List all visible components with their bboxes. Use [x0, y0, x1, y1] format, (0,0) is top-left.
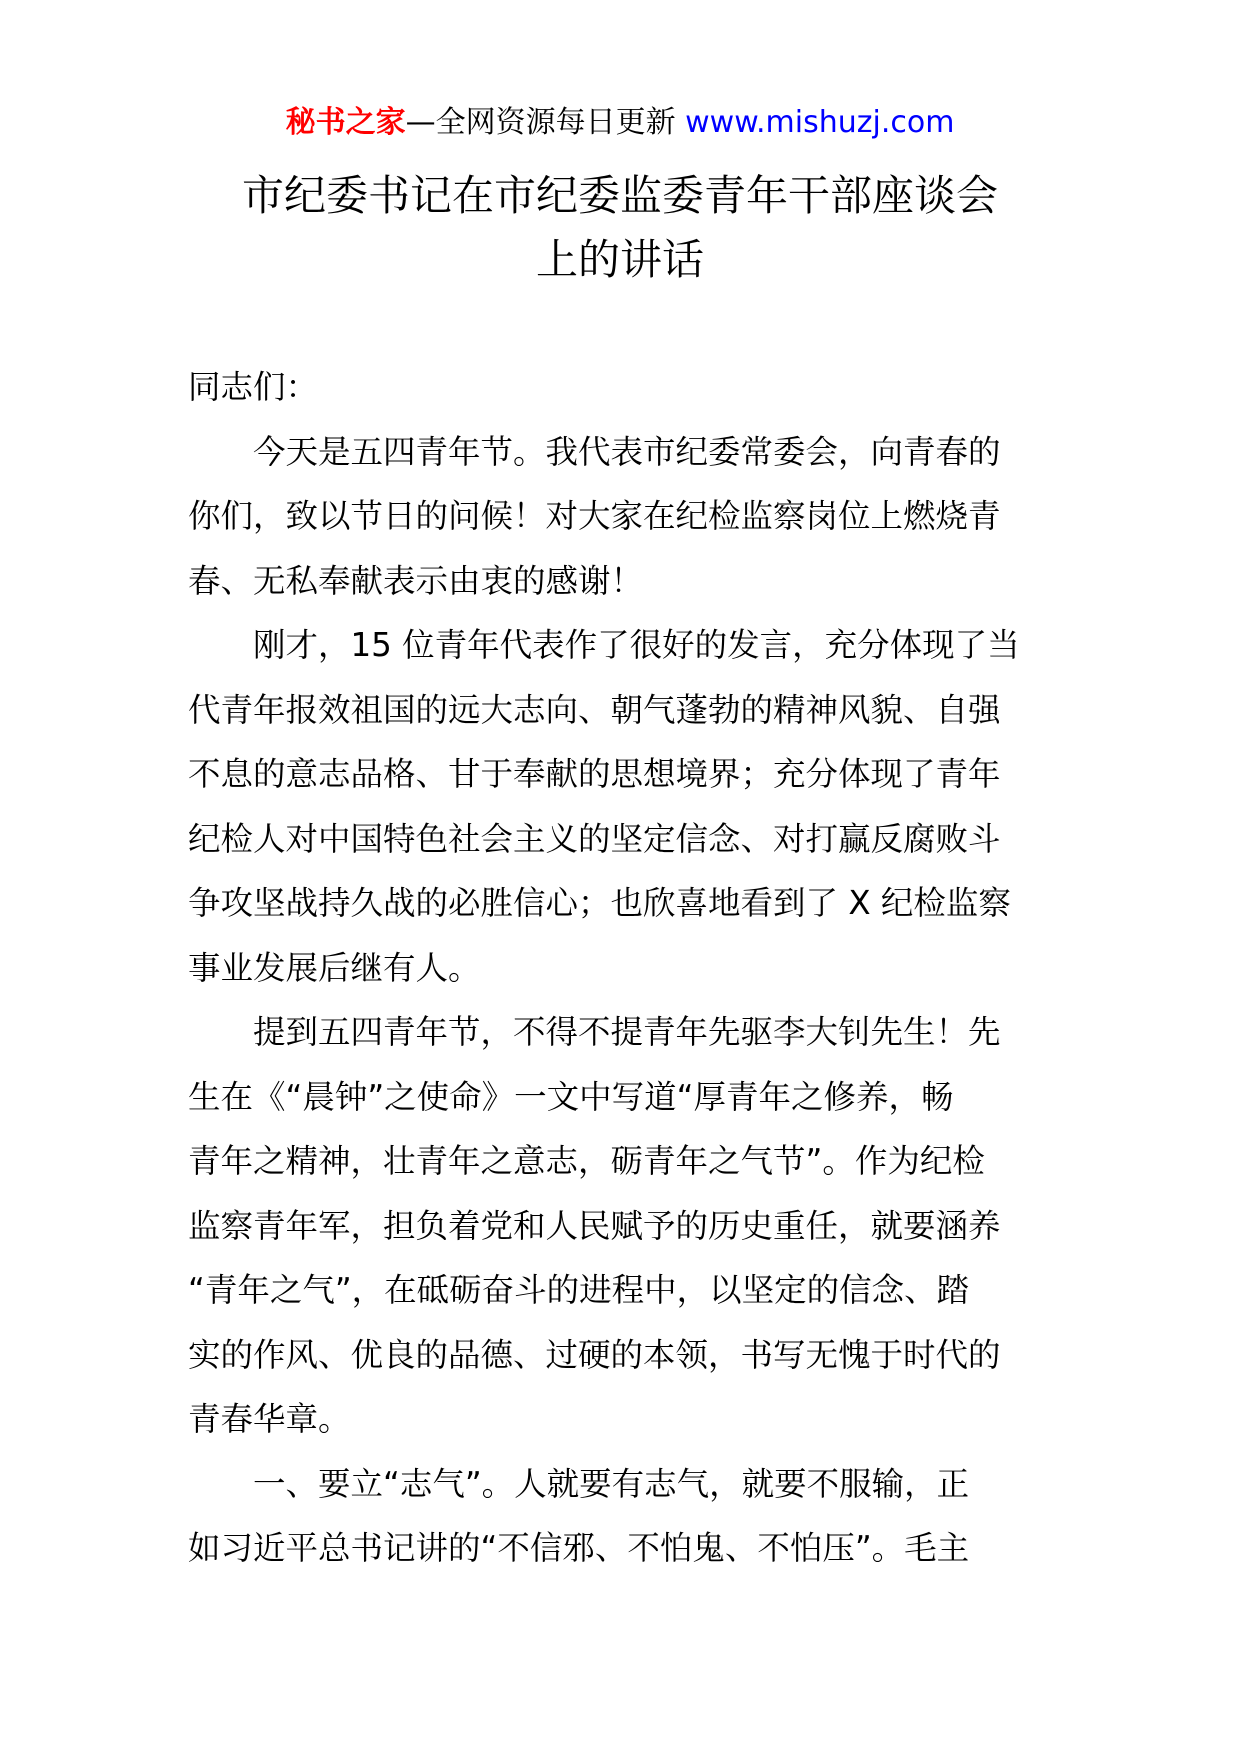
paragraph-line: 事业发展后继有人。	[188, 948, 481, 987]
paragraph-line: 青春华章。	[188, 1400, 351, 1438]
paragraph-line: 生在《“晨钟”之使命》一文中写道“厚青年之修养，畅	[188, 1077, 954, 1116]
salutation: 同志们：	[188, 368, 319, 406]
paragraph-line: 提到五四青年节，不得不提青年先驱李大钊先生！先	[253, 1013, 1001, 1051]
section-heading-line: 一、要立“志气”。人就要有志气，就要不服输，正	[253, 1464, 970, 1503]
paragraph-line: “青年之气”，在砥砺奋斗的进程中，以坚定的信念、踏	[188, 1271, 970, 1309]
paragraph-line: 实的作风、优良的品德、过硬的本领，书写无愧于时代的	[188, 1335, 1001, 1374]
paragraph-line: 青年之精神，壮青年之意志，砺青年之气节”。作为纪检	[188, 1142, 985, 1180]
document-title	[150, 164, 1090, 292]
paragraph-line: 监察青年军，担负着党和人民赋予的历史重任，就要涵养	[188, 1206, 1001, 1245]
document-body	[188, 355, 1068, 1581]
paragraph-line: 争攻坚战持久战的必胜信心；也欣喜地看到了 X 纪检监察	[188, 884, 1011, 922]
paragraph-line: 今天是五四青年节。我代表市纪委常委会，向青春的	[253, 432, 1001, 471]
paragraph-line: 不息的意志品格、甘于奉献的思想境界；充分体现了青年	[188, 755, 1001, 793]
site-header	[0, 98, 1240, 148]
title-line: 上的讲话	[535, 235, 704, 284]
header-tagline: —全网资源每日更新	[405, 105, 676, 140]
paragraph-line: 如习近平总书记讲的“不信邪、不怕鬼、不怕压”。毛主	[188, 1529, 970, 1567]
paragraph-line: 代青年报效祖国的远大志向、朝气蓬勃的精神风貌、自强	[188, 690, 1001, 729]
site-url-link[interactable]: www.mishuzj.com	[685, 105, 955, 140]
brand-name: 秘书之家	[285, 105, 406, 140]
paragraph-line: 纪检人对中国特色社会主义的坚定信念、对打赢反腐败斗	[188, 819, 1001, 858]
title-line: 市纪委书记在市纪委监委青年干部座谈会	[241, 171, 998, 220]
paragraph-line: 刚才，15 位青年代表作了很好的发言，充分体现了当	[253, 626, 1020, 664]
paragraph-line: 你们，致以节日的问候！对大家在纪检监察岗位上燃烧青	[188, 497, 1001, 535]
paragraph-line: 春、无私奉献表示由衷的感谢！	[188, 561, 644, 600]
